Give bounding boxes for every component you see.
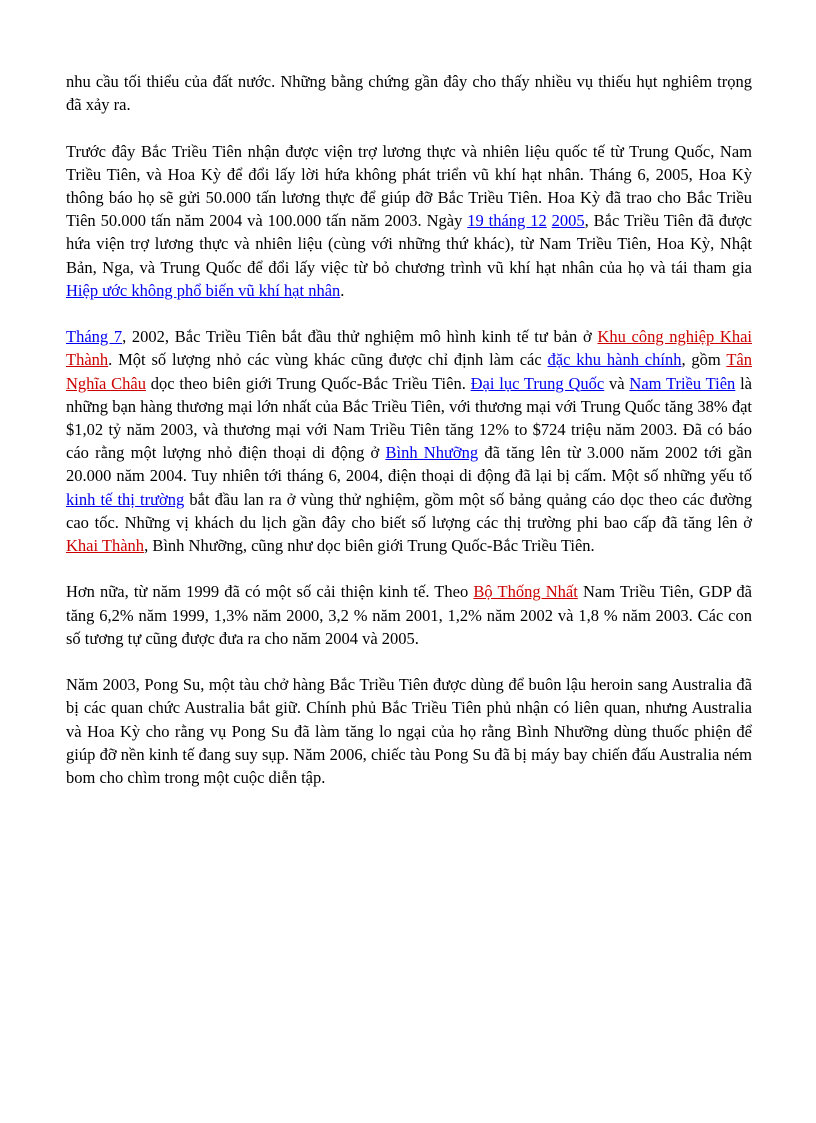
paragraph-foreign-aid xyxy=(66,140,752,302)
link-special-administrative-region[interactable]: đặc khu hành chính xyxy=(547,350,682,370)
link-nonproliferation-treaty[interactable]: Hiệp ước không phổ biến vũ khí hạt nhân xyxy=(66,280,341,300)
paragraph-text: là những bạn hàng thương mại lớn nhất của Bắc Triều Tiên, với thương mại với Trung Quốc tăng 38% đạt $1,02 tỷ năm 2003, và thương mại với Nam Triều Tiên tăng 12% to $724 triệu năm 2003. Đã có báo cáo rằng một lượng nhỏ điện thoại di động ở xyxy=(66,373,753,463)
paragraph-food-shortage xyxy=(66,70,752,116)
link-kaesong-industrial-region[interactable]: Khu công nghiệp Khai Thành xyxy=(66,327,752,370)
link-2005[interactable]: 2005 xyxy=(551,211,585,231)
paragraph-text: Trước đây Bắc Triều Tiên nhận được viện trợ lương thực và nhiên liệu quốc tế từ Trung Quốc, Nam Triều Tiên, và Hoa Kỳ để đổi lấy lời hứa không phát triển vũ khí hạt nhân. Tháng 6, 2005, Hoa Kỳ thông báo họ sẽ gửi 50.000 tấn lương thực để giúp đỡ Bắc Triều Tiên. Hoa Kỳ đã trao cho Bắc Triều Tiên 50.000 tấn năm 2004 và 100.000 tấn năm 2003. Ngày xyxy=(66,141,752,231)
paragraph-text: Nam Triều Tiên, GDP đã tăng 6,2% năm 1999, 1,3% năm 2000, 3,2 % năm 2001, 1,2% năm 2002 và 1,8 % năm 2003. Các con số tương tự cũng được đưa ra cho năm 2004 và 2005. xyxy=(66,582,752,648)
link-south-korea[interactable]: Nam Triều Tiên xyxy=(629,373,736,393)
paragraph-market-reforms xyxy=(66,325,752,557)
paragraph-text: nhu cầu tối thiểu của đất nước. Những bằng chứng gần đây cho thấy nhiều vụ thiếu hụt nghiêm trọng đã xảy ra. xyxy=(66,72,752,115)
paragraph-text: Năm 2003, Pong Su, một tàu chở hàng Bắc Triều Tiên được dùng để buôn lậu heroin sang Australia đã bị các quan chức Australia bắt giữ. Chính phủ Bắc Triều Tiên phủ nhận có liên quan, nhưng Australia và Hoa Kỳ cho rằng vụ Pong Su đã làm tăng lo ngại của họ rằng Bình Nhưỡng dùng thuốc phiện để giúp đỡ nền kinh tế đang suy sụp. Năm 2006, chiếc tàu Pong Su đã bị máy bay chiến đấu Australia ném bom cho chìm trong một cuộc diễn tập. xyxy=(66,675,752,788)
paragraph-text: . xyxy=(340,280,345,300)
link-kaesong[interactable]: Khai Thành xyxy=(66,536,145,556)
document-body xyxy=(66,70,752,812)
link-ministry-of-unification[interactable]: Bộ Thống Nhất xyxy=(473,582,578,602)
link-market-economy[interactable]: kinh tế thị trường xyxy=(66,489,185,509)
link-pyongyang[interactable]: Bình Nhưỡng xyxy=(385,443,479,463)
paragraph-text: đã tăng lên từ 3.000 năm 2002 tới gần 20.000 năm 2004. Tuy nhiên tới tháng 6, 2004, điện thoại di động đã lại bị cấm. Một số những yếu tố xyxy=(66,443,752,486)
link-july[interactable]: Tháng 7 xyxy=(66,327,123,347)
paragraph-text: , Bình Nhưỡng, cũng như dọc biên giới Trung Quốc-Bắc Triều Tiên. xyxy=(144,536,595,556)
paragraph-text: Hơn nữa, từ năm 1999 đã có một số cải thiện kinh tế. Theo xyxy=(66,582,474,602)
paragraph-text: dọc theo biên giới Trung Quốc-Bắc Triều Tiên. xyxy=(145,373,471,393)
paragraph-gdp-growth xyxy=(66,580,752,650)
link-mainland-china[interactable]: Đại lục Trung Quốc xyxy=(470,373,605,393)
paragraph-text: , 2002, Bắc Triều Tiên bắt đầu thử nghiệm mô hình kinh tế tư bản ở xyxy=(122,327,598,347)
paragraph-text: , gồm xyxy=(681,350,727,370)
link-19-december[interactable]: 19 tháng 12 xyxy=(467,211,547,231)
link-sinuiju[interactable]: Tân Nghĩa Châu xyxy=(66,350,752,393)
paragraph-pong-su xyxy=(66,673,752,789)
paragraph-text: , Bắc Triều Tiên đã được hứa viện trợ lương thực và nhiên liệu (cùng với những thứ khác), từ Nam Triều Tiên, Hoa Kỳ, Nhật Bản, Nga, và Trung Quốc để đổi lấy việc từ bỏ chương trình vũ khí hạt nhân của họ và tái tham gia xyxy=(66,211,752,277)
paragraph-text: và xyxy=(604,373,630,393)
paragraph-text: . Một số lượng nhỏ các vùng khác cũng được chỉ định làm các xyxy=(108,350,548,370)
paragraph-text: bắt đầu lan ra ở vùng thử nghiệm, gồm một số bảng quảng cáo dọc theo các đường cao tốc. Những vị khách du lịch gần đây cho biết số lượng các thị trường phi bao cấp đã tăng lên ở xyxy=(66,489,752,532)
